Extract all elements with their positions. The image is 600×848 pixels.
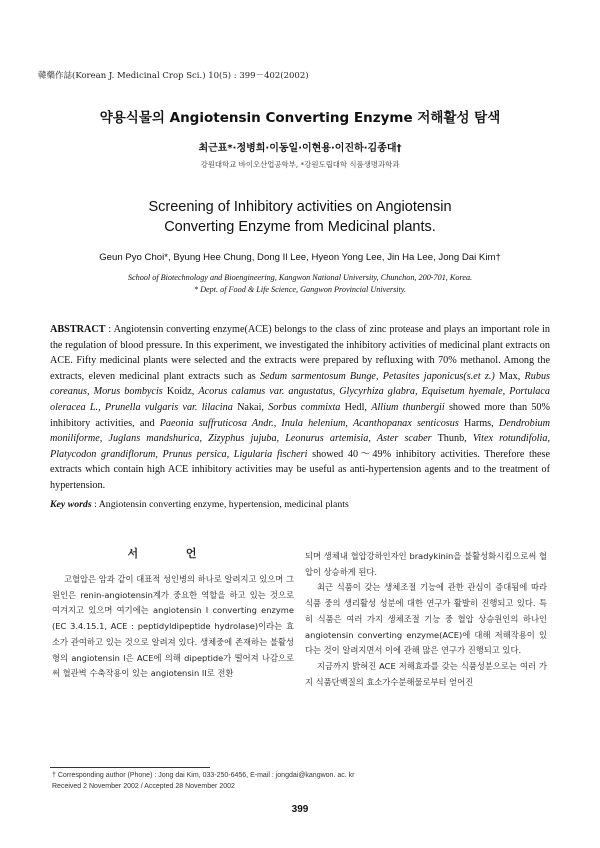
keywords-text: : Angiotensin converting enzyme, hypertension, medicinal plants	[91, 499, 349, 510]
korean-title: 약용식물의 Angiotensin Converting Enzyme 저해활성 탐색	[99, 110, 501, 126]
footnote-divider	[50, 767, 210, 768]
section-title-introduction: 서 언	[127, 547, 219, 560]
english-title	[0, 197, 600, 237]
intro-paragraph: 고혈압은 암과 같이 대표적 성인병의 하나로 알려지고 있으며 그 원인은 renin-angiotensin계가 중요한 역할을 하고 있는 것으로 여겨지고 있으며 여기에는 angiotensin I converting enzyme (EC 3.4.15.1, ACE : peptidyldipeptide hydrolase)이라는 효소가 관여하고 있는 것으로 알려져 있다. 생체중에 존재하는 불활성형의 angiotensin I은 ACE에 의해 dipeptide가 떨어져 나감으로써 혈관벽 수축작용이 있는 angiotensin II로 전환	[52, 574, 294, 679]
affiliation-line-1: School of Biotechnology and Bioengineering, Kangwon National University, Chunchon, 200-701, Korea.	[127, 273, 473, 282]
species-name: Dendrobium moniliforme, Juglans mandshurica, Zizyphus jujuba, Leonurus artemisia, Aster scaber	[50, 417, 550, 445]
abstract-text: Thunb,	[431, 433, 473, 445]
korean-affiliation: 강원대학교 바이오산업공학부, *강원도립대학 식품생명과학과	[200, 160, 400, 169]
corresponding-author-note: † Corresponding author (Phone) : Jong dai Kim, 033-250-6456, E-mail : jongdai@kangwon. ac. kr	[52, 772, 355, 779]
keywords	[50, 499, 550, 510]
right-column	[305, 549, 547, 690]
abstract-text: Nakai,	[232, 401, 269, 413]
abstract-text: showed 40～49% inhibitory activities. Therefore these extracts which contain high ACE inhibitory activities may be useful as anti-hypertension agents and to the treatment of hypertension.	[50, 448, 550, 491]
abstract	[50, 322, 550, 494]
intro-paragraph: 지금까지 밝혀진 ACE 저해효과를 갖는 식품성분으로는 여러 가지 식품단백질의 효소가수분해물로부터 얻어진	[305, 660, 547, 687]
intro-paragraph: 최근 식품이 갖는 생체조절 기능에 관한 관심이 증대됨에 따라 식품 중의 생리활성 성분에 대한 연구가 활발히 진행되고 있다. 특히 식품은 여러 가지 생체조절 기능 중 혈압 상승원인의 하나인 angiotensin converting enzyme(ACE)에 대해 저해작용이 있다는 것이 알려지면서 이에 관해 많은 연구가 진행되고 있다.	[305, 582, 547, 656]
korean-authors: 최근표*·정병희·이동일·이현용·이진하·김종대†	[198, 143, 402, 154]
species-name: Vitex rotundifolia, Platycodon grandiflorum, Prunus persica, Ligularia fischeri	[50, 433, 550, 460]
species-name: Sorbus commixta	[268, 401, 341, 413]
abstract-text: Harms,	[458, 417, 499, 429]
left-column	[52, 546, 294, 682]
page-number: 399	[291, 804, 309, 815]
species-name: Paeonia suffruticosa Andr., Inula helenium, Acanthopanax senticosus	[159, 417, 459, 429]
intro-paragraph: 되며 생체내 혈압강하인자인 bradykinin을 불활성화시킴으로써 혈압이 상승하게 된다.	[305, 551, 547, 577]
english-title-line-1: Screening of Inhibitory activities on Angiotensin	[148, 199, 452, 215]
journal-header: 韓藥作誌(Korean J. Medicinal Crop Sci.) 10(5) : 399－402(2002)	[38, 71, 309, 81]
keywords-label: Key words	[50, 499, 92, 510]
english-title-line-2: Converting Enzyme from Medicinal plants.	[164, 219, 436, 235]
abstract-text: Koidz,	[162, 386, 199, 398]
species-name: Rubus coreanus, Morus bombycis	[50, 370, 550, 398]
abstract-label: ABSTRACT	[50, 324, 106, 335]
affiliation-line-2: * Dept. of Food & Life Science, Gangwon Provincial University.	[193, 284, 407, 294]
english-authors: Geun Pyo Choi*, Byung Hee Chung, Dong Il Lee, Hyeon Yong Lee, Jin Ha Lee, Jong Dai Kim†	[99, 252, 501, 263]
received-date-note: Received 2 November 2002 / Accepted 28 November 2002	[52, 783, 235, 791]
species-name: Sedum sarmentosum Bunge, Petasites japonicus(s.et z.)	[259, 370, 495, 382]
abstract-text: Hedl,	[340, 401, 372, 413]
species-name: Allium thunbergii	[371, 401, 445, 413]
abstract-text: showed more than 50% inhibitory activities, and	[50, 401, 550, 429]
english-affiliation	[0, 272, 600, 295]
abstract-text: Max,	[494, 370, 525, 382]
abstract-text: : Angiotensin converting enzyme(ACE) belongs to the class of zinc protease and plays an important role in the regulation of blood pressure. In this experiment, we investigated the inhibitory activities of medicinal plant extracts on ACE. Fifty medicinal plants were selected and the extracts were prepared by refluxing with 70% methanol. Among the extracts, eleven medicinal plant extracts such as	[50, 324, 550, 382]
footnote	[52, 770, 354, 793]
species-name: Acorus calamus var. angustatus, Glycyrhiza glabra, Equisetum hyemale, Portulaca oleracea L., Prunella vulgaris var. lilacina	[50, 386, 550, 413]
